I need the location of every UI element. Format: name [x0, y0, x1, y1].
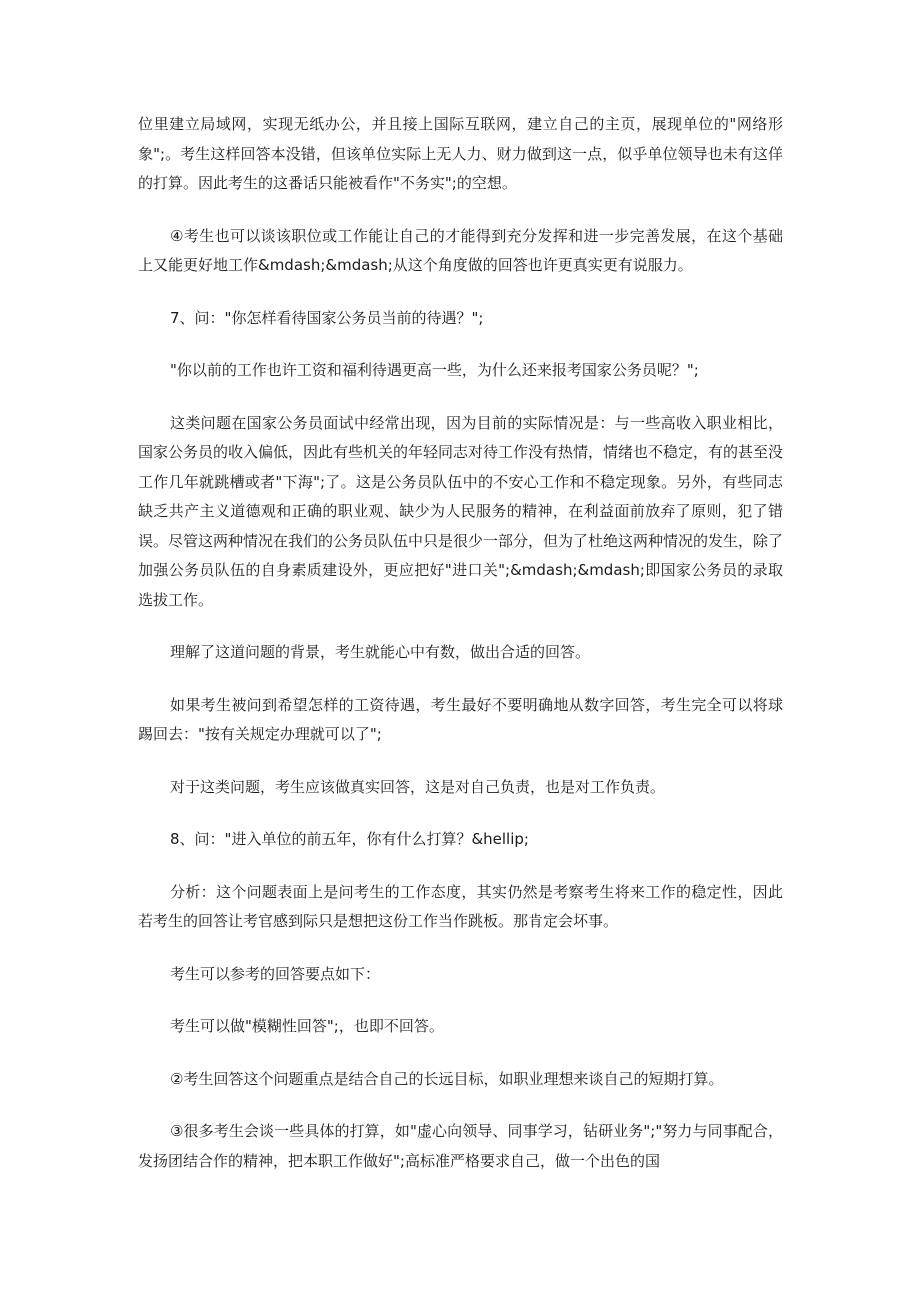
- paragraph-question-7-followup: "你以前的工作也许工资和福利待遇更高一些，为什么还来报考国家公务员呢？";: [170, 361, 699, 379]
- paragraph-background: 这类问题在国家公务员面试中经常出现，因为目前的实际情况是：与一些高收入职业相比，国家公务员的收入偏低，因此有些机关的年轻同志对待工作没有热情，情绪也不稳定，有的甚至没工作几年就跳槽或者"下海";了。这是公务员队伍中的不安心工作和不稳定现象。另外，有些同志缺乏共产主义道德观和正确的职业观、缺少为人民服务的精神，在利益面前放弃了原则，犯了错误。尽管这两种情况在我们的公务员队伍中只是很少一部分，但为了杜绝这两种情况的发生，除了加强公务员队伍的自身素质建设外，更应把好"进口关";&mdash;&mdash;即国家公务员的录取选拔工作。: [138, 413, 784, 609]
- paragraph-point-2: ②考生回答这个问题重点是结合自己的长远目标，如职业理想来谈自己的短期打算。: [170, 1069, 724, 1088]
- paragraph-point-1: 考生可以做"模糊性回答";，也即不回答。: [170, 1017, 444, 1035]
- paragraph-point-3: ③很多考生会谈一些具体的打算，如"虚心向领导、同事学习，钻研业务";"努力与同事配合，发扬团结合作的精神，把本职工作做好";高标准严格要求自己，做一个出色的国: [138, 1122, 783, 1170]
- paragraph-question-8: 8、问："进入单位的前五年，你有什么打算？&hellip;: [170, 830, 529, 848]
- paragraph-question-7: 7、问："你怎样看待国家公务员当前的待遇？";: [170, 308, 484, 327]
- paragraph-key-points-intro: 考生可以参考的回答要点如下：: [170, 964, 381, 983]
- paragraph-continuation: 位里建立局域网，实现无纸办公，并且接上国际互联网，建立自己的主页，展现单位的"网络形象";。考生这样回答本没错，但该单位实际上无人力、财力做到这一点，似乎单位领导也未有这佯的打算。因此考生的这番话只能被看作"不务实";的空想。: [138, 115, 783, 192]
- paragraph-salary-advice: 如果考生被问到希望怎样的工资待遇，考生最好不要明确地从数字回答，考生完全可以将球踢回去："按有关规定办理就可以了";: [138, 695, 783, 743]
- paragraph-point-4: ④考生也可以谈该职位或工作能让自己的才能得到充分发挥和进一步完善发展，在这个基础上又能更好地工作&mdash;&mdash;从这个角度做的回答也许更真实更有说服力。: [138, 226, 783, 274]
- document-body: [138, 110, 783, 1199]
- paragraph-analysis: 分析：这个问题表面上是问考生的工作态度，其实仍然是考察考生将来工作的稳定性，因此若考生的回答让考官感到际只是想把这份工作当作跳板。那肯定会坏事。: [138, 882, 783, 930]
- paragraph-understanding: 理解了这道问题的背景，考生就能心中有数，做出合适的回答。: [170, 643, 591, 661]
- paragraph-honest-answer: 对于这类问题，考生应该做真实回答，这是对自己负责，也是对工作负责。: [170, 777, 666, 796]
